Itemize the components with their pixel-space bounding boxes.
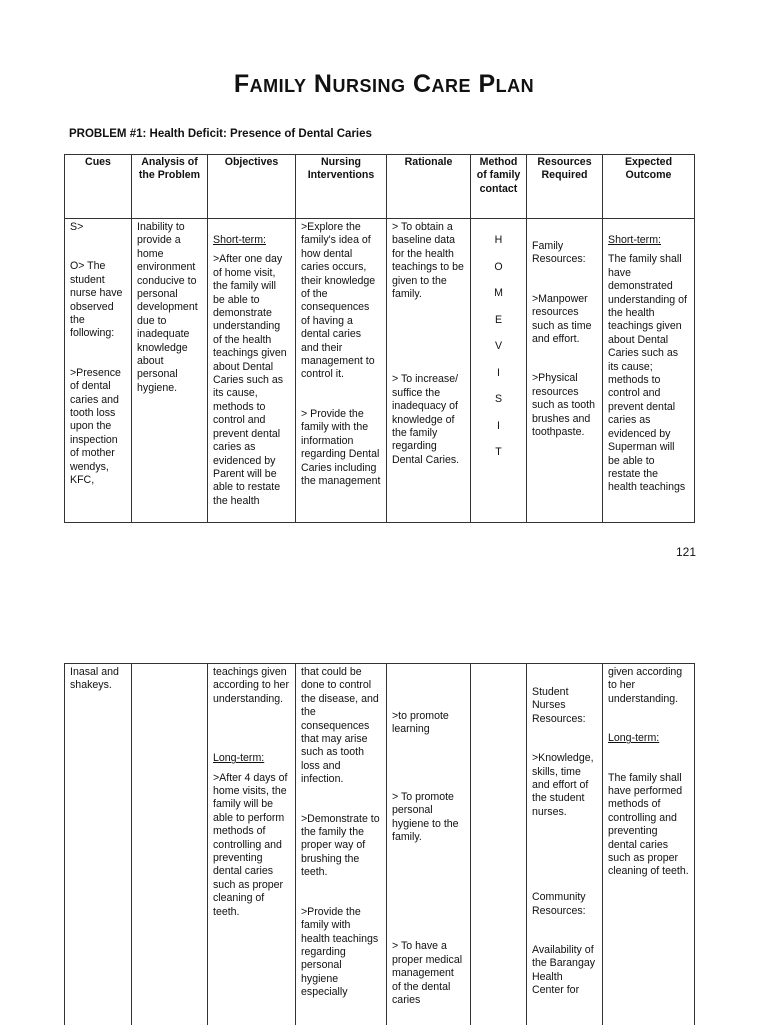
method-letter: O [494, 260, 503, 273]
header-objectives: Objectives [208, 155, 296, 219]
header-method: Method of family contact [471, 155, 527, 219]
header-rationale: Rationale [387, 155, 471, 219]
cell-interventions-cont [296, 664, 387, 1025]
cue-objective: O> The student nurse have observed the following: [70, 260, 123, 340]
header-cues: Cues [65, 155, 132, 219]
cell-interventions [296, 219, 387, 523]
rationale-4: > To promote personal hygiene to the family. [392, 790, 459, 844]
cell-resources-cont [527, 664, 603, 1025]
cue-continued: Inasal and shakeys. [70, 666, 119, 692]
method-letter: M [494, 287, 503, 299]
objective-long-term-label: Long-term: [213, 752, 265, 765]
intervention-2: > Provide the family with the information regarding Dental Caries including the management [301, 407, 381, 487]
header-outcome: Expected Outcome [603, 155, 695, 219]
resource-student: Student Nurses Resources: [532, 686, 586, 725]
method-letter: H [494, 234, 503, 246]
header-resources: Resources Required [527, 155, 603, 219]
cell-outcome-cont [603, 664, 695, 1025]
outcome-continued: given according to her understanding. [608, 666, 683, 705]
outcome-short-term-label: Short-term: [608, 234, 661, 246]
resource-manpower: >Manpower resources such as time and effort. [532, 292, 592, 346]
objective-short-term-text: >After one day of home visit, the family will be able to demonstrate understanding of the health teachings given about Dental Caries such as its cause, methods to control and prevent dental caries as evidenced by Parent will be able to restate the health [213, 253, 287, 507]
cell-resources [527, 219, 603, 523]
cell-analysis-cont [132, 664, 208, 1025]
header-analysis: Analysis of the Problem [132, 155, 208, 219]
analysis-text: Inability to provide a home environment conducive to personal development due to inadequate knowledge about personal hygiene. [137, 221, 198, 394]
intervention-4: >Provide the family with health teachings regarding personal hygiene especially [301, 905, 379, 999]
intervention-continued: that could be done to control the disease, and the consequences that may arise such as tooth loss and infection. [301, 666, 379, 786]
objective-short-term-label: Short-term: [213, 234, 266, 246]
method-letter: S [494, 393, 503, 405]
method-letter: I [497, 366, 500, 379]
page-number: 121 [676, 545, 697, 559]
cell-objectives [208, 219, 296, 523]
cue-presence: >Presence of dental caries and tooth loss upon the inspection of mother wendys, KFC, [70, 366, 121, 487]
intervention-3: >Demonstrate to the family the proper way of brushing the teeth. [301, 812, 380, 879]
care-plan-table-page1 [64, 154, 695, 523]
method-letter: I [497, 419, 500, 432]
outcome-short-term-text: The family shall have demonstrated understanding of the health teachings given about Dental Caries such as its cause; methods to control and prevent dental caries as evidenced by Superman will be able to restate the health teachings [608, 253, 687, 494]
resource-physical: >Physical resources such as tooth brushes and toothpaste. [532, 372, 596, 439]
problem-statement: PROBLEM #1: Health Deficit: Presence of Dental Caries [69, 128, 372, 140]
method-letter: V [494, 340, 503, 352]
resource-community: Community Resources: [532, 891, 586, 917]
resource-family: Family Resources: [532, 240, 586, 266]
method-letter: T [495, 446, 502, 458]
cell-objectives-cont [208, 664, 296, 1025]
outcome-long-term-text: The family shall have performed methods of controlling and preventing dental caries such as proper cleaning of teeth. [608, 771, 689, 878]
rationale-2: > To increase/ suffice the inadequacy of knowledge of the family regarding Dental Caries. [392, 373, 460, 466]
care-plan-table-page2 [64, 663, 695, 1025]
cell-method [471, 219, 527, 523]
objective-continued: teachings given according to her understanding. [213, 666, 289, 705]
cell-outcome [603, 219, 695, 523]
rationale-1: > To obtain a baseline data for the health teachings to be given to the family. [392, 221, 464, 301]
cell-cues [65, 219, 132, 523]
header-interventions: Nursing Interventions [296, 155, 387, 219]
rationale-5: > To have a proper medical management of the dental caries [392, 940, 463, 1007]
resource-knowledge: >Knowledge, skills, time and effort of the student nurses. [532, 752, 594, 818]
document-title: Family Nursing Care Plan [233, 70, 535, 98]
objective-long-term-text: >After 4 days of home visits, the family will be able to perform methods of controlling and preventing dental caries such as proper cleaning of teeth. [213, 771, 288, 918]
cue-subjective: S> [70, 221, 84, 233]
rationale-3: >to promote learning [392, 710, 449, 736]
method-home-visit [476, 221, 521, 466]
cell-method-cont [471, 664, 527, 1025]
cell-rationale [387, 219, 471, 523]
cell-cues-cont [65, 664, 132, 1025]
outcome-long-term-label: Long-term: [608, 732, 660, 745]
cell-rationale-cont [387, 664, 471, 1025]
intervention-1: >Explore the family's idea of how dental caries occurs, their knowledge of the consequences of having a dental caries and their management to control it. [301, 221, 376, 381]
resource-availability: Availability of the Barangay Health Center for [532, 944, 596, 997]
method-letter: E [494, 313, 503, 326]
cell-analysis [132, 219, 208, 523]
